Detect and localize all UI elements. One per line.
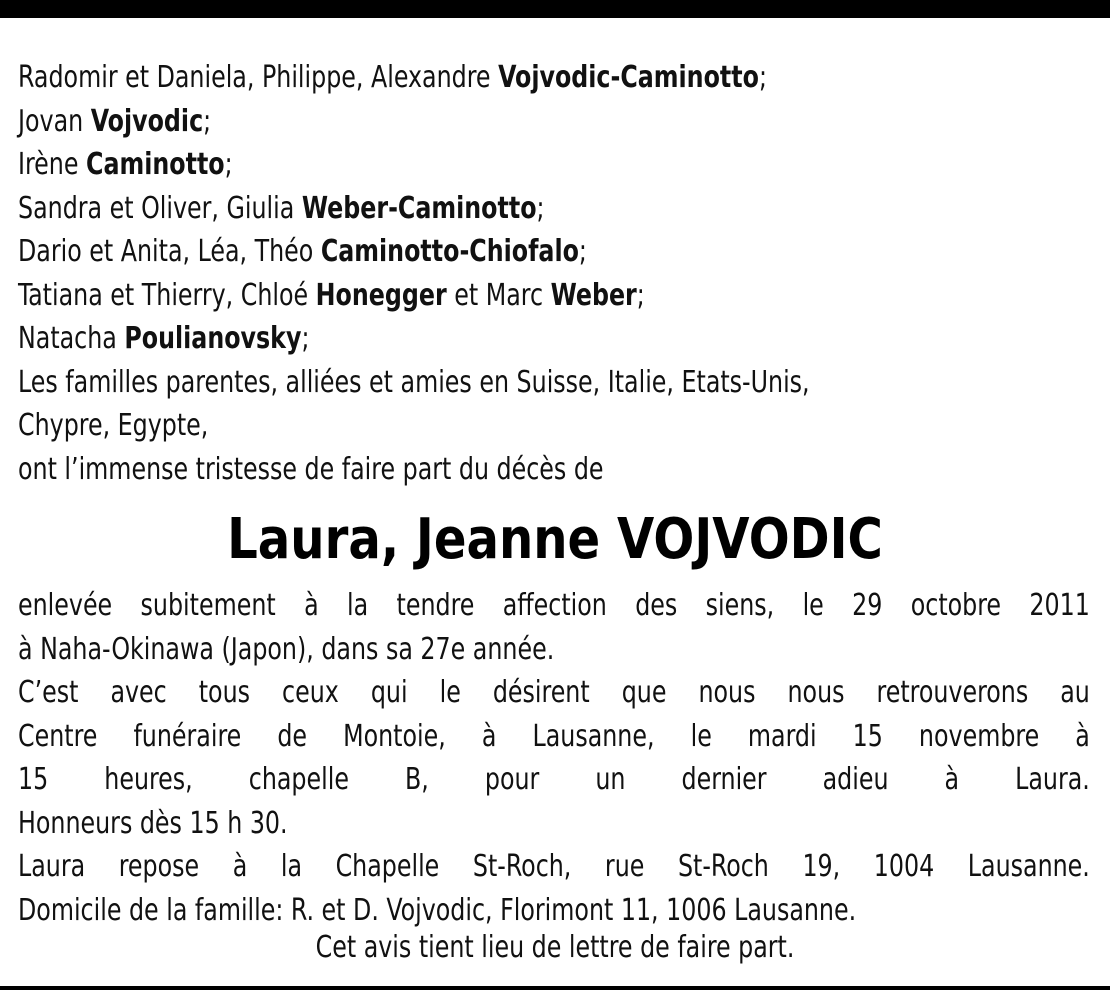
family-surname: Honegger <box>315 277 447 313</box>
funeral-details <box>18 584 1090 932</box>
footer-note <box>0 926 1110 970</box>
family-surname: Weber-Caminotto <box>301 190 537 226</box>
family-surname: Poulianovsky <box>124 321 302 356</box>
deceased-name: Laura, Jeanne VOJVODIC <box>227 507 883 572</box>
detail-line: Centre funéraire de Montoie, à Lausanne, le mardi 15 novembre à <box>18 718 1090 754</box>
family-surname: Vojvodic <box>90 103 204 139</box>
bottom-border-rule <box>0 986 1110 990</box>
relatives-line: Chypre, Egypte, <box>18 408 209 443</box>
family-line: Sandra et Oliver, Giulia Weber-Caminotto; <box>18 190 545 226</box>
top-border-rule <box>0 0 1110 18</box>
detail-line: Honneurs dès 15 h 30. <box>18 805 288 841</box>
family-line: Radomir et Daniela, Philippe, Alexandre Vojvodic-Caminotto; <box>18 60 767 95</box>
family-line: Jovan Vojvodic; <box>18 103 212 139</box>
family-line: Irène Caminotto; <box>18 147 233 182</box>
family-list <box>18 56 1090 491</box>
family-line: Natacha Poulianovsky; <box>18 321 310 356</box>
family-surname: Caminotto <box>86 147 225 182</box>
family-surname: Caminotto-Chiofalo <box>320 234 579 269</box>
detail-line: 15 heures, chapelle B, pour un dernier adieu à Laura. <box>18 762 1090 797</box>
family-line: Dario et Anita, Léa, Théo Caminotto-Chiofalo; <box>18 234 587 269</box>
family-surname: Weber <box>550 277 637 313</box>
relatives-line: Les familles parentes, alliées et amies en Suisse, Italie, Etats-Unis, <box>18 364 810 400</box>
detail-line: C’est avec tous ceux qui le désirent que nous nous retrouverons au <box>18 675 1090 710</box>
announcement-text: ont l’immense tristesse de faire part du décès de <box>18 451 604 487</box>
family-surname: Vojvodic-Caminotto <box>498 60 759 95</box>
detail-line: Domicile de la famille: R. et D. Vojvodic, Florimont 11, 1006 Lausanne. <box>18 892 857 928</box>
family-line: Tatiana et Thierry, Chloé Honegger et Marc Weber; <box>18 277 645 313</box>
detail-line: Laura repose à la Chapelle St-Roch, rue St-Roch 19, 1004 Lausanne. <box>18 849 1090 884</box>
detail-line: enlevée subitement à la tendre affection des siens, le 29 octobre 2011 <box>18 588 1090 623</box>
footer-note-text: Cet avis tient lieu de lettre de faire part. <box>315 930 795 965</box>
detail-line: à Naha-Okinawa (Japon), dans sa 27e année. <box>18 631 555 667</box>
